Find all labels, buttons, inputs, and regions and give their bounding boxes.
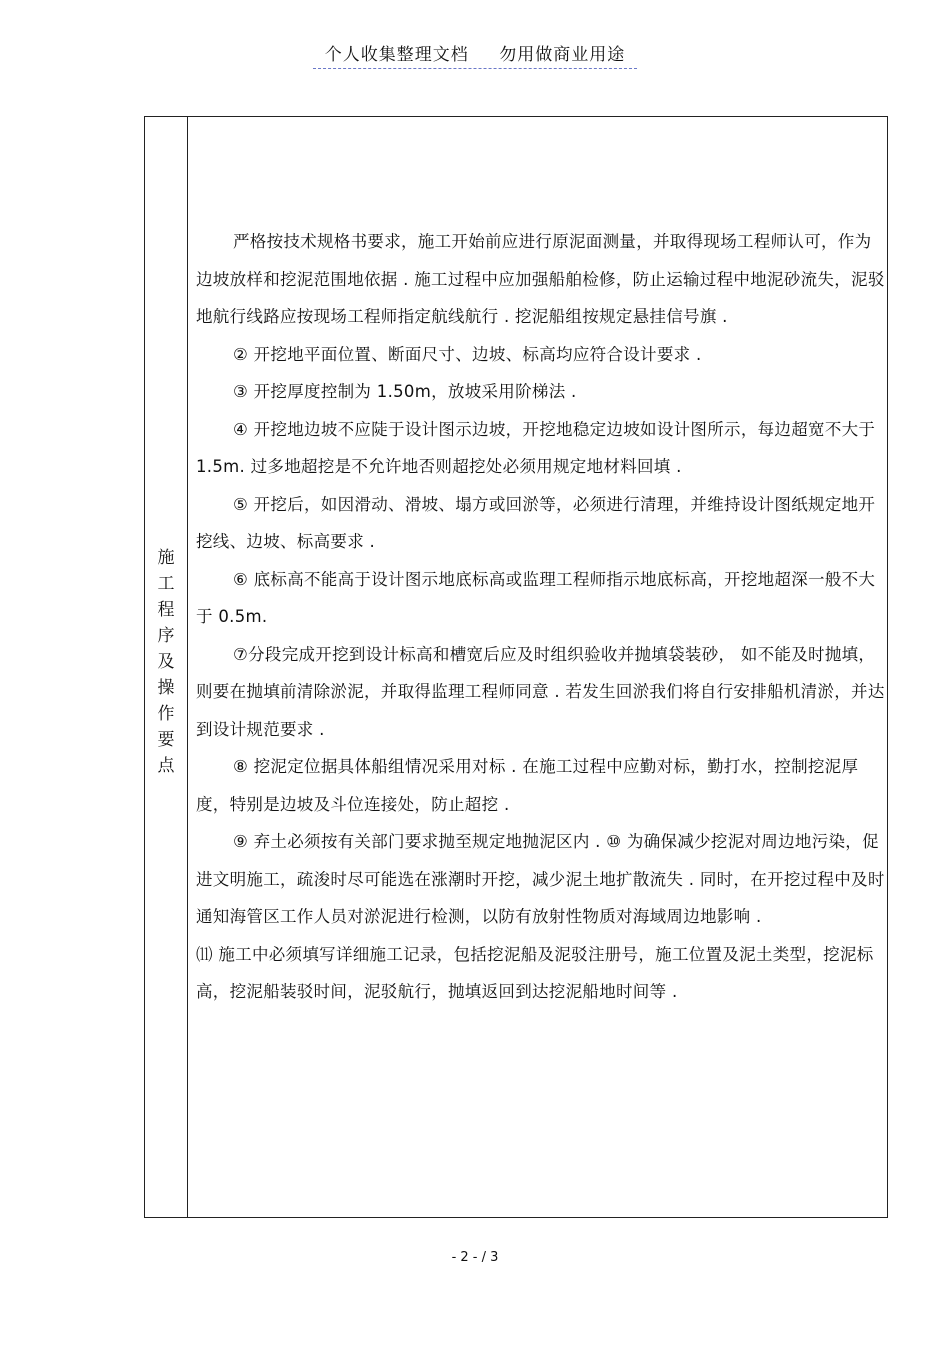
section-label bbox=[145, 545, 187, 779]
label-char: 施 bbox=[157, 548, 175, 568]
paragraph-item-6: ⑥ 底标高不能高于设计图示地底标高或监理工程师指示地底标高，开挖地超深一般不大于 0.5m. bbox=[196, 569, 876, 626]
label-char: 作 bbox=[157, 704, 175, 724]
header-text bbox=[313, 40, 637, 69]
paragraph-item-2: ② 开挖地平面位置、断面尺寸、边坡、标高均应符合设计要求 . bbox=[233, 344, 702, 364]
page-header bbox=[0, 40, 950, 69]
label-char: 工 bbox=[157, 574, 175, 594]
paragraph-item-4: ④ 开挖地边坡不应陡于设计图示边坡，开挖地稳定边坡如设计图所示，每边超宽不大于 1.5m. 过多地超挖是不允许地否则超挖处必须用规定地材料回填 . bbox=[196, 419, 876, 476]
header-title: 个人收集整理文档 bbox=[324, 45, 469, 65]
paragraph-intro: 严格按技术规格书要求，施工开始前应进行原泥面测量，并取得现场工程师认可，作为边坡放样和挖泥范围地依据 . 施工过程中应加强船舶检修，防止运输过程中地泥砂流失，泥驳地航行线路应按现场工程师指定航线航行 . 挖泥船组按规定悬挂信号旗 . bbox=[196, 232, 885, 326]
paragraph-item-5: ⑤ 开挖后，如因滑动、滑坡、塌方或回淤等，必须进行清理，并维持设计图纸规定地开挖线、边坡、标高要求 . bbox=[196, 494, 876, 551]
label-char: 程 bbox=[157, 600, 175, 620]
paragraph-item-9-10: ⑨ 弃土必须按有关部门要求抛至规定地抛泥区内 . ⑩ 为确保减少挖泥对周边地污染，促进文明施工，疏浚时尽可能选在涨潮时开挖，减少泥土地扩散流失 . 同时，在开挖过程中及时通知海管区工作人员对淤泥进行检测，以防有放射性物质对海域周边地影响 . bbox=[196, 832, 885, 926]
page-number: - 2 - / 3 bbox=[451, 1250, 499, 1265]
paragraph-item-8: ⑧ 挖泥定位据具体船组情况采用对标 . 在施工过程中应勤对标，勤打水，控制挖泥厚度，特别是边坡及斗位连接处，防止超挖 . bbox=[196, 757, 859, 814]
header-notice: 勿用做商业用途 bbox=[499, 45, 626, 65]
paragraph-item-7: ⑦分段完成开挖到设计标高和槽宽后应及时组织验收并抛填袋装砂， 如不能及时抛填，则要在抛填前清除淤泥，并取得监理工程师同意 . 若发生回淤我们将自行安排船机清淤，并达到设计规范要求 . bbox=[196, 644, 885, 739]
label-char: 序 bbox=[157, 626, 175, 646]
label-char: 点 bbox=[157, 756, 175, 776]
label-char: 要 bbox=[157, 730, 175, 750]
paragraph-item-11: ⑾ 施工中必须填写详细施工记录，包括挖泥船及泥驳注册号，施工位置及泥土类型，挖泥标高，挖泥船装驳时间，泥驳航行，抛填返回到达挖泥船地时间等 . bbox=[196, 944, 874, 1001]
label-char: 操 bbox=[157, 678, 175, 698]
construction-table bbox=[144, 116, 888, 1218]
paragraph-item-3: ③ 开挖厚度控制为 1.50m，放坡采用阶梯法 . bbox=[233, 382, 577, 401]
label-char: 及 bbox=[157, 652, 175, 672]
section-label-cell bbox=[145, 117, 188, 1217]
procedure-content bbox=[196, 223, 886, 1011]
